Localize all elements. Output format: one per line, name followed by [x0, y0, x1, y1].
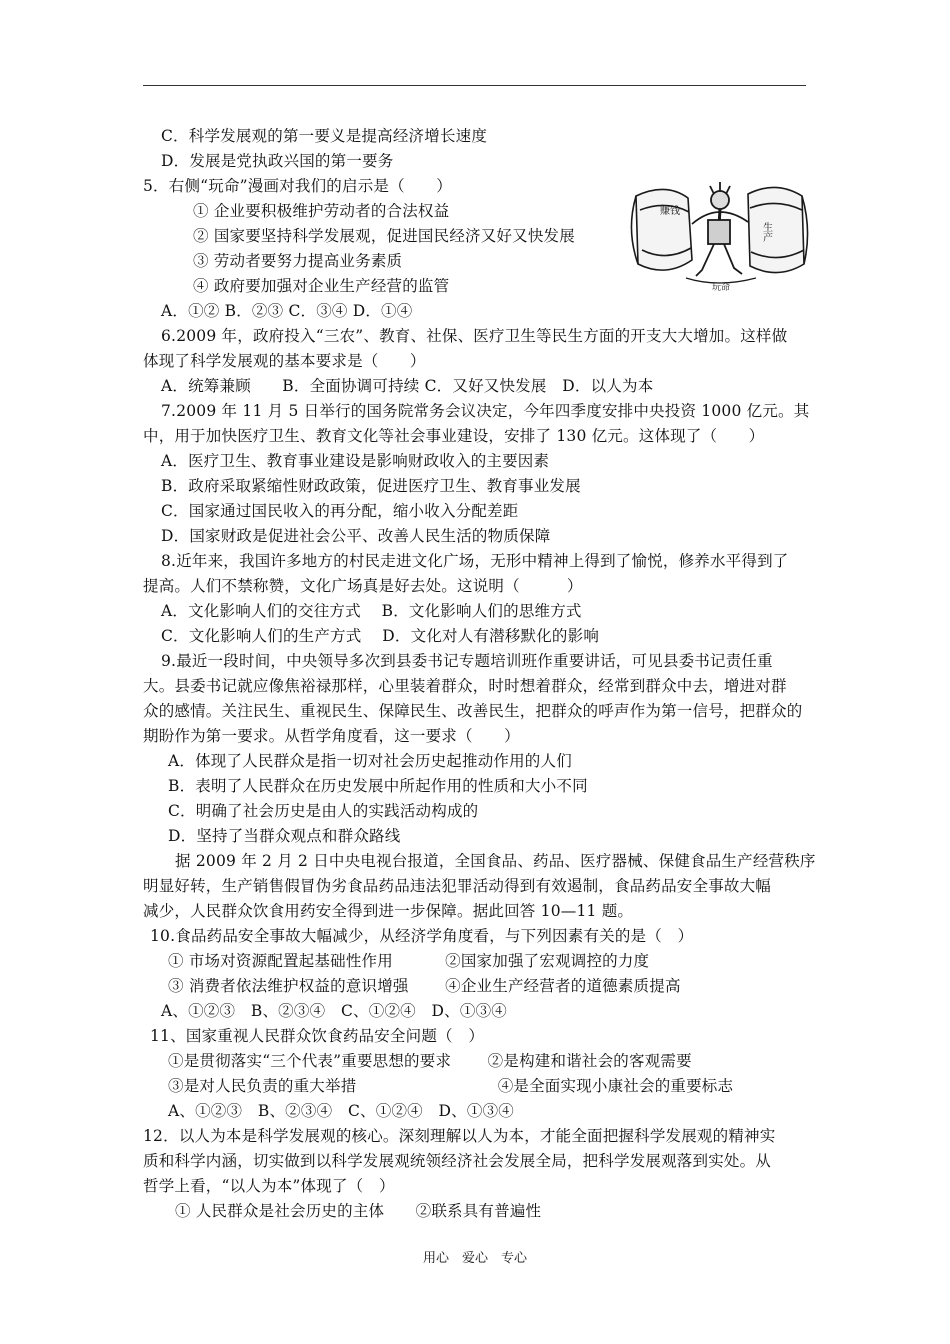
header-rule: [143, 85, 806, 86]
question-11-stem: 11、国家重视人民群众饮食药品安全问题（ ）: [150, 1027, 485, 1045]
question-7-stem: 7.2009 年 11 月 5 日举行的国务院常务会议决定，今年四季度安排中央投资 1000 亿元。其: [161, 402, 810, 420]
option-line: A．文化影响人们的交往方式 B．文化影响人们的思维方式: [161, 602, 582, 620]
question-10-stem: 10.食品药品安全事故大幅减少，从经济学角度看，与下列因素有关的是（ ）: [150, 927, 694, 945]
question-12-stem-cont: 哲学上看，“以人为本”体现了（ ）: [143, 1177, 395, 1195]
question-8-stem: 8.近年来，我国许多地方的村民走进文化广场，无形中精神上得到了愉悦，修养水平得到了: [161, 552, 789, 570]
question-7-stem-cont: 中，用于加快医疗卫生、教育文化等社会事业建设，安排了 130 亿元。这体现了（ ）: [143, 427, 765, 445]
question-12-stem-cont: 质和科学内涵，切实做到以科学发展观统领经济社会发展全局，把科学发展观落到实处。从: [143, 1152, 772, 1170]
left-barrel-label: 赚钱: [660, 206, 680, 217]
answer-options: A．①② B．②③ C．③④ D．①④: [161, 302, 413, 320]
option-line: B．政府采取紧缩性财政政策，促进医疗卫生、教育事业发展: [161, 477, 581, 495]
statement-line: ③ 消费者依法维护权益的意识增强 ④企业生产经营者的道德素质提高: [168, 977, 681, 995]
statement-line: ④ 政府要加强对企业生产经营的监管: [193, 277, 450, 295]
right-barrel-label: 生产: [760, 222, 772, 242]
option-line: C．科学发展观的第一要义是提高经济增长速度: [161, 127, 488, 145]
question-9-stem-cont: 众的感情。关注民生、重视民生、保障民生、改善民生，把群众的呼声作为第一信号，把群众的: [143, 702, 803, 720]
statement-line: ③ 劳动者要努力提高业务素质: [193, 252, 403, 270]
question-8-stem-cont: 提高。人们不禁称赞，文化广场真是好去处。这说明（ ）: [143, 577, 583, 595]
question-6-stem: 6.2009 年，政府投入“三农”、教育、社保、医疗卫生等民生方面的开支大大增加。这样做: [161, 327, 788, 345]
statement-line: ① 企业要积极维护劳动者的合法权益: [193, 202, 450, 220]
question-9-stem-cont: 期盼作为第一要求。从哲学角度看，这一要求（ ）: [143, 727, 520, 745]
answer-options: A、①②③ B、②③④ C、①②④ D、①③④: [168, 1102, 514, 1120]
struggling-figure: [686, 182, 756, 283]
option-line: D．国家财政是促进社会公平、改善人民生活的物质保障: [161, 527, 551, 545]
question-9-stem-cont: 大。县委书记就应像焦裕禄那样，心里装着群众，时时想着群众，经常到群众中去，增进对群: [143, 677, 787, 695]
material-paragraph: 据 2009 年 2 月 2 日中央电视台报道，全国食品、药品、医疗器械、保健食品生产经营秩序: [175, 852, 816, 870]
question-9-stem: 9.最近一段时间，中央领导多次到县委书记专题培训班作重要讲话，可见县委书记责任重: [161, 652, 773, 670]
option-line: C．明确了社会历史是由人的实践活动构成的: [168, 802, 479, 820]
statement-line: ①是贯彻落实“三个代表”重要思想的要求 ②是构建和谐社会的客观需要: [168, 1052, 692, 1070]
statement-line: ③是对人民负责的重大举措 ④是全面实现小康社会的重要标志: [168, 1077, 734, 1095]
option-line: B．表明了人民群众在历史发展中所起作用的性质和大小不同: [168, 777, 588, 795]
option-line: C．国家通过国民收入的再分配，缩小收入分配差距: [161, 502, 519, 520]
statement-line: ① 人民群众是社会历史的主体 ②联系具有普遍性: [175, 1202, 542, 1220]
right-barrel: [748, 187, 808, 272]
cartoon-illustration: [626, 178, 812, 298]
statement-line: ② 国家要坚持科学发展观，促进国民经济又好又快发展: [193, 227, 575, 245]
left-barrel: [631, 189, 692, 270]
question-5-stem: 5．右侧“玩命”漫画对我们的启示是（ ）: [143, 177, 452, 195]
answer-options: A、①②③ B、②③④ C、①②④ D、①③④: [161, 1002, 507, 1020]
option-line: A．医疗卫生、教育事业建设是影响财政收入的主要因素: [161, 452, 550, 470]
option-line: A．体现了人民群众是指一切对社会历史起推动作用的人们: [168, 752, 572, 770]
option-line: D．发展是党执政兴国的第一要务: [161, 152, 394, 170]
option-line: D．坚持了当群众观点和群众路线: [168, 827, 401, 845]
material-paragraph-cont: 明显好转，生产销售假冒伪劣食品药品违法犯罪活动得到有效遏制，食品药品安全事故大幅: [143, 877, 772, 895]
cartoon-caption: 玩命: [712, 283, 731, 293]
answer-options: A．统筹兼顾 B．全面协调可持续 C．又好又快发展 D．以人为本: [161, 377, 654, 395]
option-line: C．文化影响人们的生产方式 D．文化对人有潜移默化的影响: [161, 627, 600, 645]
material-paragraph-cont: 减少，人民群众饮食用药安全得到进一步保障。据此回答 10—11 题。: [143, 902, 634, 920]
question-6-stem-cont: 体现了科学发展观的基本要求是（ ）: [143, 352, 426, 370]
page-footer: 用心 爱心 专心: [422, 1251, 527, 1266]
statement-line: ① 市场对资源配置起基础性作用 ②国家加强了宏观调控的力度: [168, 952, 650, 970]
question-12-stem: 12．以人为本是科学发展观的核心。深刻理解以人为本，才能全面把握科学发展观的精神实: [143, 1127, 776, 1145]
